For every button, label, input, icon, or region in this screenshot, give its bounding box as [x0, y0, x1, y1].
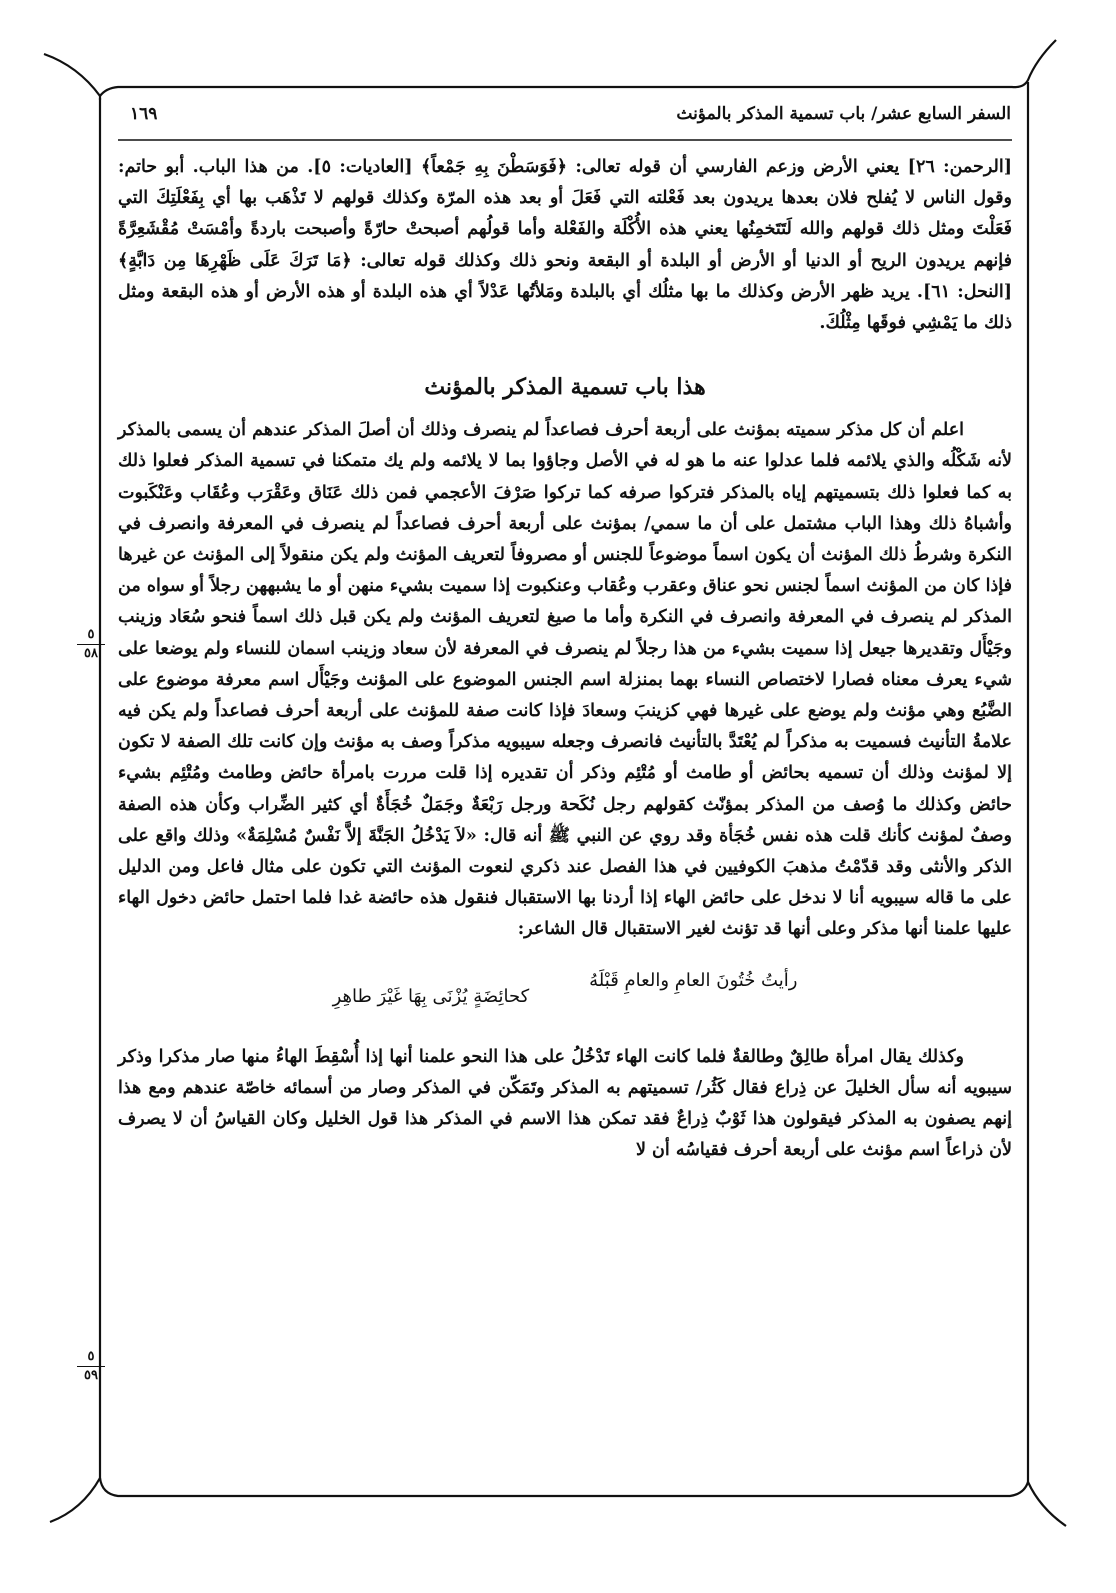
verse-hemistich-second: كحائِضَةٍ يُزْنَى بِهَا غَيْرَ طاهِرِ	[332, 985, 530, 1007]
section-heading: هذا باب تسمية المذكر بالمؤنث	[424, 374, 706, 401]
verse-hemistich-first: رأيتُ خُتُونَ العامِ والعامِ قَبْلَهُ	[589, 969, 798, 991]
margin-folio-note	[74, 628, 108, 661]
margin-folio-note	[74, 1350, 108, 1383]
margin-note-top: ٥	[87, 627, 95, 642]
page-header	[118, 100, 1011, 132]
margin-note-divider	[77, 644, 105, 645]
margin-note-divider	[77, 1366, 105, 1367]
poetry-verse	[118, 966, 1012, 1012]
margin-note-bottom: ٥٨	[84, 646, 98, 661]
running-title: السفر السابع عشر/ باب تسمية المذكر بالمؤنث	[676, 104, 1011, 124]
paragraph-2: وكذلك يقال امرأة طالِقٌ وطالقةٌ فلما كانت الهاء تَدْخُلُ على هذا النحو علمنا أنها إذا أُسْقِطَ الهاءُ منها صار مذكرا وذكر سيبويه أنه سأل الخليلَ عن ذِراع فقال كَثُر/ تسميتهم به المذكر وتَمَكّن في المذكر وصار من أسمائه خاصّة عندهم ومع هذا إنهم يصفون به المذكر فيقولون هذا ثَوْبٌ ذِراعٌ فقد تمكن هذا الاسم في المذكر هذا قول الخليل وكان القياسُ أن لا يصرف لأن ذراعاً اسم مؤنث على أربعة أحرف فقياسُه أن لا	[118, 1046, 1012, 1161]
margin-note-top: ٥	[87, 1349, 95, 1364]
margin-note-bottom: ٥٩	[84, 1368, 98, 1383]
page-body	[118, 152, 1012, 1166]
intro-paragraph: [الرحمن: ٢٦] يعني الأرض وزعم الفارسي أن قوله تعالى: ﴿فَوَسَطْنَ بِهِ جَمْعاً﴾ [العاديات: ٥]. من هذا الباب. أبو حاتم: وقول الناس لا يُفلح فلان بعدها يريدون بعد فَعْلته التي فَعَلَ أو بعد هذه المرّة وكذلك قولهم لا تَذْهَب بها أي بِفَعْلَتِكَ التي فَعَلْتَ ومثل ذلك قولهم والله لَتَتَخمِنُها يعني هذه الأُكْلَة والفَعْلة وأما قولُهم أصبحتْ حارّةً وأصبحت باردةً وأمْسَتْ مُقْشَعِرَّةً فإنهم يريدون الريح أو الدنيا أو الأرض أو البلدة أو البقعة ونحو ذلك وكذلك قوله تعالى: ﴿مَا تَرَكَ عَلَى ظَهْرِهَا مِن دَابَّةٍ﴾ [النحل: ٦١]. يريد ظهر الأرض وكذلك ما بها مثلُك أي بالبلدة ومَلأتُها عَدْلاً أي هذه البلدة أو هذه الأرض أو هذه البقعة ومثل ذلك ما يَمْشِي فوقَها مِثْلُكَ.	[118, 157, 1013, 334]
paragraph-1: اعلم أن كل مذكر سميته بمؤنث على أربعة أحرف فصاعداً لم ينصرف وذلك أن أصلَ المذكر عندهم أن يسمى بالمذكر لأنه شَكْلُه والذي يلائمه فلما عدلوا عنه ما هو له في الأصل وجاؤوا بما لا يلائمه ولم يك متمكنا في تسمية المذكر فعلوا ذلك به كما فعلوا ذلك بتسميتهم إياه بالمذكر فتركوا صرفه كما تركوا صَرْفَ الأعجمي فمن ذلك عَنَاق وعَقْرَب وعُقَاب وعَنْكَبوت وأشباهُ ذلك وهذا الباب مشتمل على أن ما سمي/ بمؤنث على أربعة أحرف فصاعداً لم ينصرف في المعرفة وانصرف في النكرة وشرطُ ذلك المؤنث أن يكون اسماً موضوعاً للجنس أو مصروفاً لتعريف المؤنث ولم يكن منقولاً إلى المؤنث عن غيرها فإذا كان من المؤنث اسماً لجنس نحو عناق وعقرب وعُقاب وعنكبوت إذا سميت بشيء منهن أو ما يشبههن رجلاً أو سواه من المذكر لم ينصرف في المعرفة وانصرف في النكرة وأما ما صيغ لتعريف المؤنث ولم يكن قبل ذلك اسماً فنحو سُعَاد وزينب وجَيْأَل وتقديرها جيعل إذا سميت بشيء من هذا رجلاً لم ينصرف في المعرفة لأن سعاد وزينب اسمان للنساء ولم يوضعا على شيء يعرف معناه فصارا لاختصاص النساء بهما بمنزلة اسم الجنس الموضوع على المؤنث وجَيْأَل اسم معرفة موضوع على الضَّبُع وهي مؤنث ولم يوضع على غيرها فهي كزينبَ وسعادَ فإذا كانت صفة للمؤنث على أربعة أحرف فصاعداً ولم يكن فيه علامةُ التأنيث فسميت به مذكراً لم يُعْتَدَّ بالتأنيث فانصرف وجعله سيبويه مذكراً وصف به مؤنث وإن كانت تلك الصفة لا تكون إلا لمؤنث وذلك أن تسميه بحائض أو طامث أو مُتْئِم وذكر أن تقديره إذا قلت مررت بامرأة حائض وطامث ومُتْئِم بشيء حائض وكذلك ما وُصف من المذكر بمؤنّث كقولهم رجل نُكَحة ورجل رَبْعَةٌ وجَمَلٌ خُجَأَةٌ أي كثير الضِّراب وكأن هذه الصفة وصفٌ لمؤنث كأنك قلت هذه نفس خُجَأة وقد روي عن النبي ﷺ أنه قال: «لاَ يَدْخُلُ الجَنَّةَ إلاَّ نَفْسٌ مُسْلِمَةٌ» وذلك واقع على الذكر والأنثى وقد قدّمْتُ مذهبَ الكوفيين في هذا الفصل عند ذكري لنعوت المؤنث التي تكون على مثال فاعل ومن الدليل على ما قاله سيبويه أنا لا ندخل على حائض الهاء إذا أردنا بها الاستقبال فنقول هذه حائضة غدا فلما احتمل حائض دخول الهاء عليها علمنا أنها مذكر وعلى أنها قد تؤنث لغير الاستقبال قال الشاعر:	[118, 420, 1012, 940]
page-number: ١٦٩	[130, 104, 158, 124]
